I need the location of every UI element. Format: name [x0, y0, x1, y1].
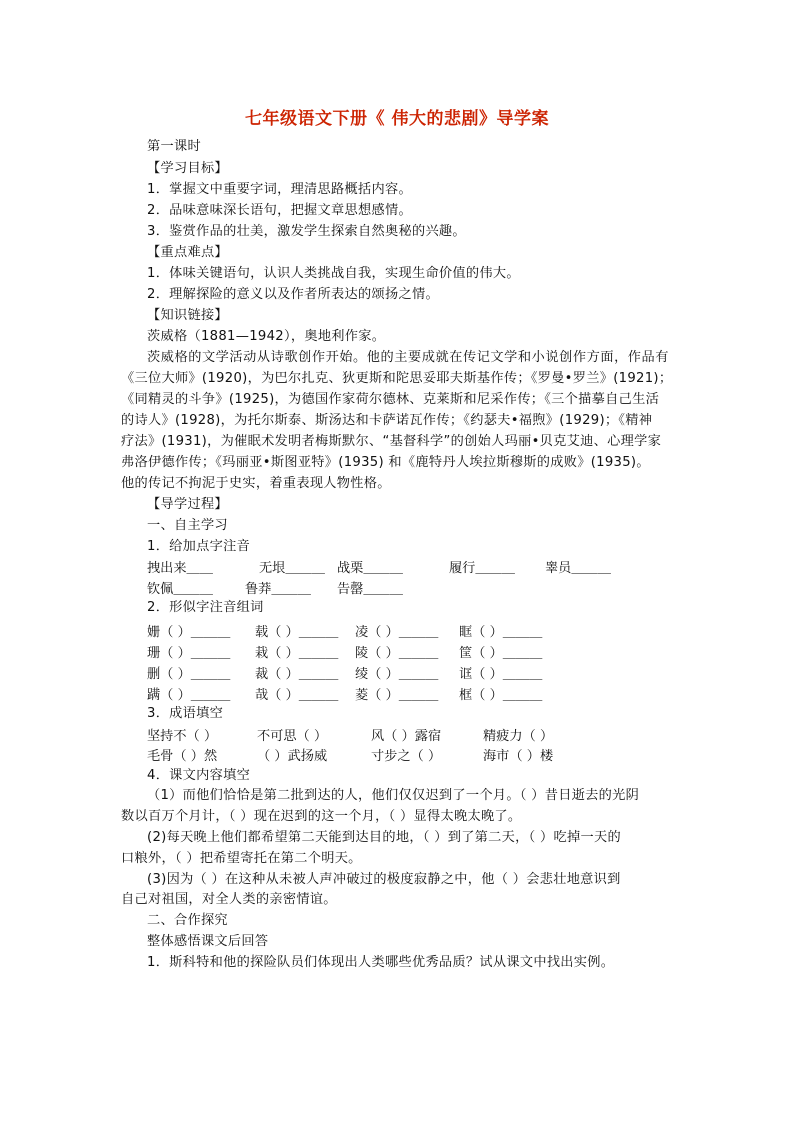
- phonetic-item: 履行＿＿＿: [449, 561, 515, 576]
- idiom-item: 风（ ）露宿: [371, 729, 442, 744]
- heading-knowledge: 【知识链接】: [147, 308, 228, 323]
- phonetic-item: 钦佩＿＿＿: [147, 582, 213, 597]
- idiom-item: （ ）武扬威: [257, 749, 328, 764]
- idiom-item: 毛骨（ ）然: [147, 749, 218, 764]
- phonetic-item: 睾员＿＿＿: [545, 561, 611, 576]
- phonetic-item: 告罄＿＿＿: [337, 582, 403, 597]
- idiom-item: 海市（ ）楼: [483, 749, 554, 764]
- similar-item: 眶（ ）＿＿＿: [459, 625, 543, 640]
- similar-item: 陵（ ）＿＿＿: [355, 646, 439, 661]
- question-phonetic: 1．给加点字注音: [147, 539, 251, 554]
- overall-prompt: 整体感悟课文后回答: [147, 934, 269, 949]
- bio-line: 茨威格的文学活动从诗歌创作开始。他的主要成就在传记文学和小说创作方面，作品有: [147, 350, 670, 365]
- similar-item: 删（ ）＿＿＿: [147, 667, 231, 682]
- lesson-label: 第一课时: [147, 139, 201, 154]
- final-question: 1．斯科特和他的探险队员们体现出人类哪些优秀品质？试从课文中找出实例。: [147, 955, 615, 970]
- similar-item: 栽（ ）＿＿＿: [255, 646, 339, 661]
- fill-3-line: (3)因为（ ）在这种从未被人声冲破过的极度寂静之中，他（ ）会悲壮地意识到: [147, 872, 621, 887]
- section-cooperative: 二、合作探究: [147, 913, 228, 928]
- similar-item: 珊（ ）＿＿＿: [147, 646, 231, 661]
- author-line: 茨威格（1881—1942），奥地利作家。: [147, 329, 386, 344]
- similar-item: 绫（ ）＿＿＿: [355, 667, 439, 682]
- similar-item: 蹒（ ）＿＿＿: [147, 688, 231, 703]
- bio-line: 弗洛伊德作传；《玛丽亚•斯图亚特》(1935) 和《鹿特丹人埃拉斯穆斯的成败》(1935)。: [121, 455, 650, 470]
- heading-key-points: 【重点难点】: [147, 245, 228, 260]
- question-similar-chars: 2．形似字注音组词: [147, 600, 264, 615]
- idiom-item: 坚持不（ ）: [147, 729, 218, 744]
- similar-item: 载（ ）＿＿＿: [255, 625, 339, 640]
- phonetic-item: 拽出来＿＿: [147, 561, 213, 576]
- fill-1-line: （1）而他们恰恰是第二批到达的人，他们仅仅迟到了一个月。（ ）昔日逝去的光阴: [147, 788, 640, 803]
- similar-item: 姗（ ）＿＿＿: [147, 625, 231, 640]
- question-idioms: 3．成语填空: [147, 706, 224, 721]
- key-point-1: 1．体味关键语句，认识人类挑战自我，实现生命价值的伟大。: [147, 266, 520, 281]
- idiom-item: 精疲力（ ）: [483, 729, 554, 744]
- similar-item: 诓（ ）＿＿＿: [459, 667, 543, 682]
- bio-line: 的诗人》(1928)，为托尔斯泰、斯汤达和卡萨诺瓦作传；《约瑟夫•福煦》(1929)；《精神: [121, 413, 653, 428]
- fill-3-line: 自己对祖国，对全人类的亲密情谊。: [121, 892, 337, 907]
- bio-line: 他的传记不拘泥于史实，着重表现人物性格。: [121, 476, 391, 491]
- bio-line: 《三位大师》(1920)，为巴尔扎克、狄更斯和陀思妥耶夫斯基作传；《罗曼•罗兰》(1921)；: [121, 371, 673, 386]
- fill-1-line: 数以百万个月计，（ ）现在迟到的这一个月，（ ）显得太晚太晚了。: [121, 809, 522, 824]
- section-self-study: 一、自主学习: [147, 518, 228, 533]
- question-content-fill: 4．课文内容填空: [147, 768, 251, 783]
- bio-line: 疗法》(1931)，为催眠术发明者梅斯默尔、“基督科学”的创始人玛丽•贝克艾迪、心理学家: [121, 434, 662, 449]
- document-title: 七年级语文下册《 伟大的悲剧》导学案: [245, 109, 549, 129]
- key-point-2: 2．理解探险的意义以及作者所表达的颂扬之情。: [147, 287, 439, 302]
- goal-3: 3．鉴赏作品的壮美，激发学生探索自然奥秘的兴趣。: [147, 224, 466, 239]
- similar-item: 筐（ ）＿＿＿: [459, 646, 543, 661]
- heading-process: 【导学过程】: [147, 497, 228, 512]
- bio-line: 《同精灵的斗争》(1925)，为德国作家荷尔德林、克莱斯和尼采作传；《三个描摹自己生活: [121, 392, 660, 407]
- goal-1: 1．掌握文中重要字词，理清思路概括内容。: [147, 182, 412, 197]
- similar-item: 凌（ ）＿＿＿: [355, 625, 439, 640]
- heading-goals: 【学习目标】: [147, 161, 228, 176]
- phonetic-item: 战栗＿＿＿: [337, 561, 403, 576]
- similar-item: 哉（ ）＿＿＿: [255, 688, 339, 703]
- fill-2-line: (2)每天晚上他们都希望第二天能到达目的地，（ ）到了第二天，（ ）吃掉一天的: [147, 830, 621, 845]
- goal-2: 2．品味意味深长语句，把握文章思想感情。: [147, 203, 412, 218]
- similar-item: 框（ ）＿＿＿: [459, 688, 543, 703]
- fill-2-line: 口粮外，（ ）把希望寄托在第二个明天。: [121, 851, 362, 866]
- similar-item: 裁（ ）＿＿＿: [255, 667, 339, 682]
- phonetic-item: 无垠＿＿＿: [259, 561, 325, 576]
- similar-item: 菱（ ）＿＿＿: [355, 688, 439, 703]
- idiom-item: 不可思（ ）: [257, 729, 328, 744]
- idiom-item: 寸步之（ ）: [371, 749, 442, 764]
- phonetic-item: 鲁莽＿＿＿: [245, 582, 311, 597]
